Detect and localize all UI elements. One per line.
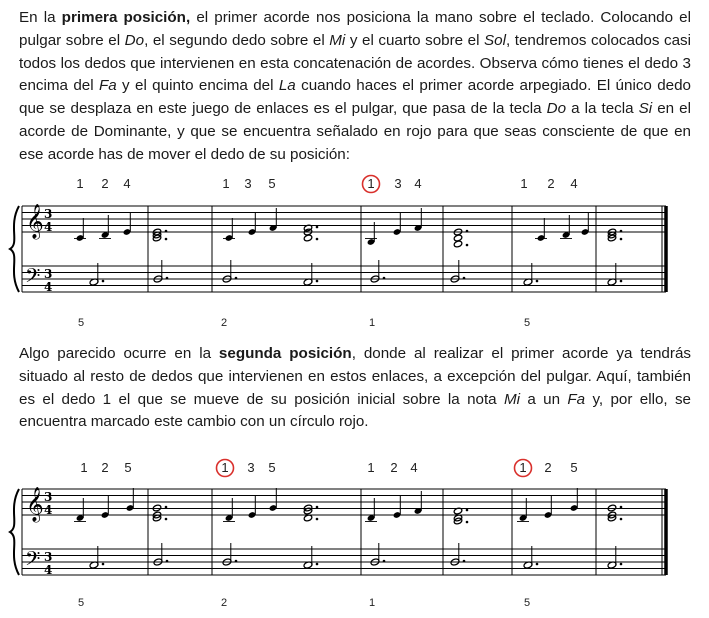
dot	[316, 226, 319, 229]
dot	[536, 563, 539, 566]
dot	[463, 277, 466, 280]
text-span: cuando haces el primer acorde arpegiado. El único dedo que se desplaza en este juego de enlaces es el pulgar, que pasa de la tecla	[19, 77, 692, 118]
dot	[620, 280, 623, 283]
dot	[102, 563, 105, 566]
text-span: Algo parecido ocurre en la	[19, 345, 219, 362]
bass-fingering-number: 5	[523, 317, 531, 329]
text-span: y, por ello, se encuentra marcado este cambio con un círculo rojo.	[19, 390, 692, 431]
dot	[235, 560, 238, 563]
music-score-primera-posicion	[0, 166, 709, 336]
fingering-number: 5	[570, 460, 578, 475]
note-name: Do	[546, 100, 567, 118]
fingering-number: 1	[76, 176, 84, 191]
half-note	[607, 504, 616, 512]
dot	[316, 506, 319, 509]
fingering-number: 3	[247, 460, 255, 475]
bass-clef-icon: 𝄢	[25, 264, 41, 292]
bass-fingering-number: 1	[368, 597, 376, 609]
paragraph-segunda-posicion	[19, 343, 691, 434]
treble-clef-icon: 𝄞	[26, 487, 44, 522]
fingering-number: 4	[570, 176, 578, 191]
note-name: Fa	[98, 77, 117, 95]
text-span: En la	[19, 9, 62, 26]
half-note	[453, 240, 462, 248]
fingering-number: 2	[101, 176, 109, 191]
fingering-number: 1	[221, 460, 229, 475]
time-signature-top: 3	[44, 267, 53, 281]
bass-clef-icon: 𝄢	[25, 547, 41, 575]
time-signature-bottom: 4	[44, 280, 53, 294]
bass-fingering-number: 2	[220, 597, 228, 609]
dot	[383, 560, 386, 563]
bold-term: primera posición,	[61, 9, 191, 26]
dot	[102, 280, 105, 283]
text-span: , donde al realizar el primer acorde ya tendrás situado al resto de dedos que intervienen en estos enlaces, a excepción del pulgar. Aquí, también es el dedo 1 el que se mueve de su posición inicial sobre la nota	[19, 345, 691, 408]
bold-term: segunda posición	[218, 345, 352, 362]
bass-fingering-number: 5	[77, 597, 85, 609]
fingering-number: 1	[519, 460, 527, 475]
text-span: en el acorde de Dominante, y que se encuentra señalado en rojo para que seas consciente de que en ese acorde has de mover el dedo de su posición:	[19, 100, 692, 163]
dot	[620, 238, 623, 241]
dot	[165, 518, 168, 521]
fingering-number: 4	[123, 176, 131, 191]
fingering-number: 1	[520, 176, 528, 191]
dot	[466, 509, 469, 512]
bass-fingering-number: 5	[523, 597, 531, 609]
time-signature-top: 3	[44, 490, 53, 504]
note-name: Mi	[503, 390, 521, 408]
dot	[620, 563, 623, 566]
music-score-segunda-posicion	[0, 449, 709, 618]
text-span: a un	[520, 390, 568, 408]
dot	[620, 506, 623, 509]
fingering-number: 5	[268, 460, 276, 475]
dot	[620, 518, 623, 521]
dot	[466, 521, 469, 524]
text-span: , el segundo dedo sobre el	[144, 31, 330, 49]
fingering-number: 4	[414, 176, 422, 191]
fingering-number: 5	[124, 460, 132, 475]
dot	[165, 238, 168, 241]
text-span: a la tecla	[566, 100, 639, 118]
time-signature-bottom: 4	[44, 563, 53, 577]
brace	[10, 206, 19, 292]
fingering-number: 1	[367, 176, 375, 191]
time-signature-top: 3	[44, 550, 53, 564]
fingering-number: 1	[367, 460, 375, 475]
text-span: , tendremos colocados casi todos los dedos que intervienen en esta concatenación de acordes. Observa cómo tienes el dedo 3 encima del	[19, 31, 691, 95]
text-span: el primer acorde nos posiciona la mano sobre el teclado. Colocando el pulgar sobre el	[19, 9, 691, 49]
dot	[316, 518, 319, 521]
fingering-number: 2	[547, 176, 555, 191]
half-note	[152, 504, 161, 512]
dot	[466, 230, 469, 233]
dot	[316, 563, 319, 566]
bass-fingering-number: 1	[368, 317, 376, 329]
dot	[165, 230, 168, 233]
dot	[316, 238, 319, 241]
note-name: La	[278, 77, 296, 95]
note-name: Si	[638, 100, 653, 118]
fingering-number: 1	[222, 176, 230, 191]
fingering-number: 5	[268, 176, 276, 191]
fingering-number: 1	[80, 460, 88, 475]
fingering-number: 3	[394, 176, 402, 191]
time-signature-bottom: 4	[44, 503, 53, 517]
paragraph-primera-posicion	[19, 7, 691, 167]
bass-fingering-number: 2	[220, 317, 228, 329]
fingering-number: 2	[544, 460, 552, 475]
dot	[235, 277, 238, 280]
dot	[166, 277, 169, 280]
fingering-number: 4	[410, 460, 418, 475]
fingering-number: 3	[244, 176, 252, 191]
note-name: Fa	[567, 390, 586, 408]
treble-clef-icon: 𝄞	[26, 204, 44, 239]
note-name: Sol	[484, 31, 506, 49]
half-note	[303, 234, 312, 242]
text-span: y el quinto encima del	[116, 77, 279, 95]
dot	[166, 560, 169, 563]
note-name: Mi	[329, 31, 346, 49]
brace	[10, 489, 19, 575]
dot	[620, 230, 623, 233]
dot	[463, 560, 466, 563]
time-signature-top: 3	[44, 207, 53, 221]
note-name: Do	[124, 31, 145, 49]
time-signature-bottom: 4	[44, 220, 53, 234]
fingering-number: 2	[390, 460, 398, 475]
fingering-number: 2	[101, 460, 109, 475]
dot	[383, 277, 386, 280]
dot	[536, 280, 539, 283]
dot	[466, 244, 469, 247]
text-span: y el cuarto sobre el	[345, 31, 485, 49]
dot	[165, 506, 168, 509]
bass-fingering-number: 5	[77, 317, 85, 329]
dot	[316, 280, 319, 283]
